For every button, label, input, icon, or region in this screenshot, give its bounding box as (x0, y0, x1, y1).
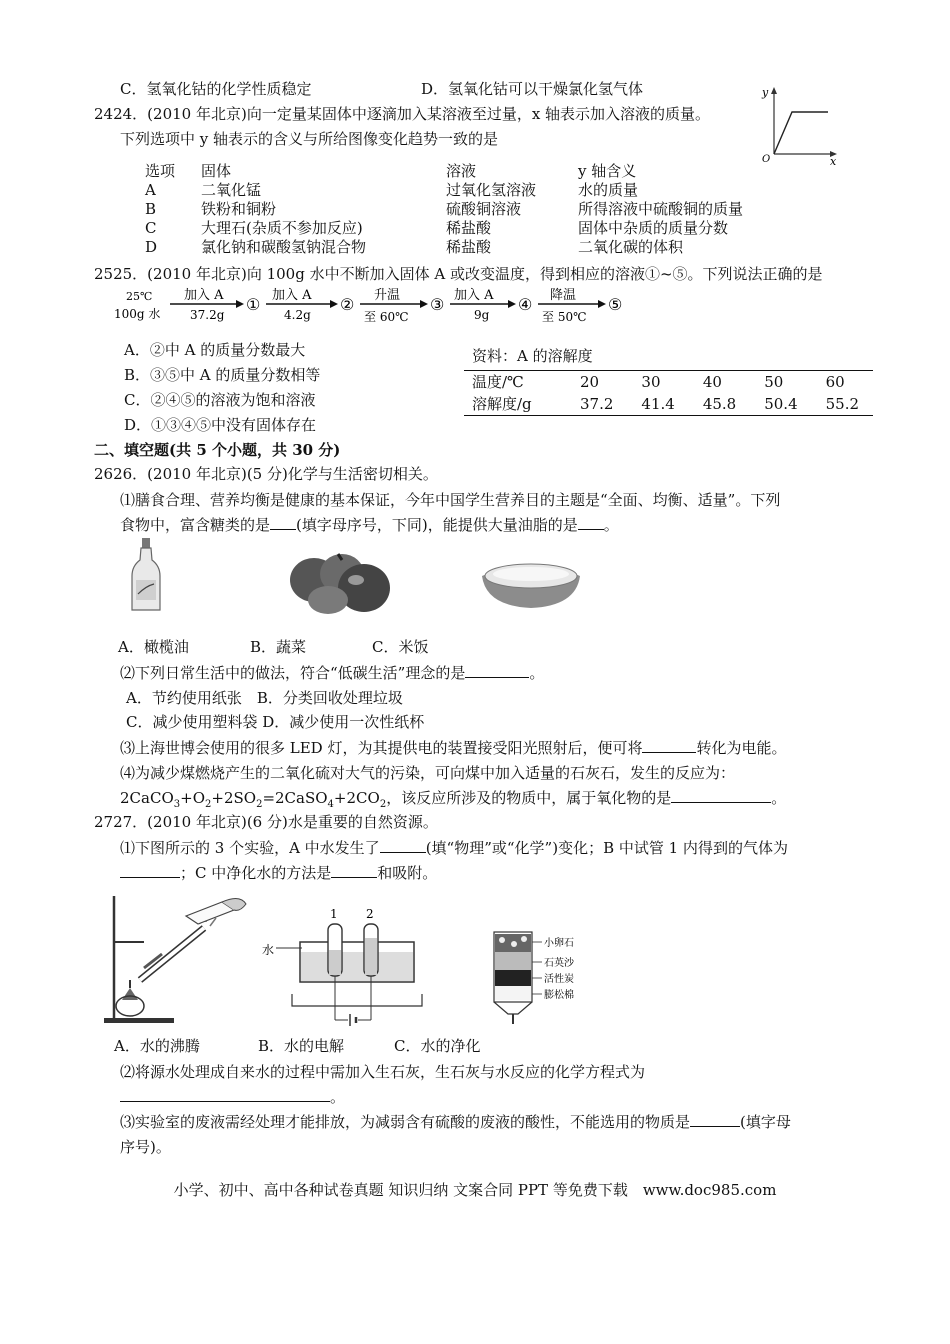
solubility-caption: 资料：A 的溶解度 (472, 347, 593, 365)
flow-arrow-1 (170, 287, 260, 322)
solubility-label: 溶解度/g (472, 395, 532, 413)
food-label-b: B．蔬菜 (250, 638, 307, 656)
q25-option-a: A．②中 A 的质量分数最大 (124, 341, 306, 359)
flow-step-top: 加入 A (454, 288, 494, 303)
answer-blank (270, 515, 296, 530)
water-filter-apparatus-image (490, 902, 600, 1026)
table-cell: 50.4 (764, 395, 798, 413)
flow-result: ③ (430, 295, 445, 314)
table-cell: C (145, 219, 157, 237)
electrolysis-apparatus-image (262, 902, 432, 1026)
food-label-c: C．米饭 (372, 638, 429, 656)
table-cell: 固体中杂质的质量分数 (578, 219, 729, 237)
flow-step-top: 加入 A (184, 288, 224, 303)
table-cell: 大理石(杂质不参加反应) (201, 219, 363, 237)
answer-blank (120, 863, 180, 878)
table-header-cell: y 轴含义 (578, 162, 637, 180)
table-cell: 41.4 (641, 395, 675, 413)
flow-step-bottom: 至 50℃ (542, 310, 587, 324)
section-heading: 二、填空题(共 5 个小题，共 30 分) (94, 441, 341, 459)
flow-arrow-2 (266, 287, 354, 322)
table-cell: 硫酸铜溶液 (446, 200, 522, 218)
answer-blank (578, 515, 604, 530)
table-cell: 45.8 (702, 395, 737, 413)
q26-stem: 2626．(2010 年北京)(5 分)化学与生活密切相关。 (94, 465, 438, 483)
q25-stem: 2525．(2010 年北京)向 100g 水中不断加入固体 A 或改变温度，得到相应的溶液①~⑤。下列说法正确的是 (94, 265, 823, 283)
q25-process-flow (112, 284, 632, 326)
flow-step-bottom: 37.2g (190, 308, 225, 322)
table-row (464, 371, 873, 393)
table-row (145, 181, 743, 200)
graph-origin-label: O (762, 154, 771, 165)
filter-layer-label: 活性炭 (544, 974, 574, 985)
q24-stem-line1: 2424．(2010 年北京)向一定量某固体中逐滴加入某溶液至过量，x 轴表示加入溶液的质量。 (94, 105, 711, 123)
answer-blank (380, 838, 426, 853)
filter-layer-label: 小卵石 (544, 938, 574, 949)
graph-x-label: x (830, 155, 837, 166)
flow-step-bottom: 至 60℃ (364, 310, 409, 324)
tube2-label: 2 (366, 907, 374, 921)
flow-arrow-5 (538, 288, 622, 324)
flow-step-top: 升温 (374, 288, 401, 303)
table-cell: 二氧化碳的体积 (578, 238, 684, 256)
flow-arrow-3 (360, 288, 444, 324)
q24-trend-graph (758, 84, 840, 166)
table-header-cell: 溶液 (446, 162, 477, 180)
experiment-label-a: A．水的沸腾 (114, 1037, 200, 1055)
flow-arrow-4 (450, 287, 532, 322)
table-cell: 60 (825, 373, 845, 391)
table-cell: 铁粉和铜粉 (201, 200, 277, 218)
flow-result: ① (246, 295, 261, 314)
q27-stem: 2727．(2010 年北京)(6 分)水是重要的自然资源。 (94, 813, 438, 831)
flow-start-temp: 25℃ (126, 290, 153, 303)
prev-option-d: D．氢氧化钴可以干燥氯化氢气体 (421, 80, 644, 98)
table-cell: 过氧化氢溶液 (446, 181, 537, 199)
q26-p1-line1: ⑴膳食合理、营养均衡是健康的基本保证，今年中国学生营养目的主题是“全面、均衡、适量”。下列 (120, 491, 781, 509)
table-cell: 稀盐酸 (446, 238, 492, 256)
page-footer: 小学、初中、高中各种试卷真题 知识归纳 文案合同 PPT 等免费下载 www.doc985.com (173, 1181, 777, 1199)
q25-option-b: B．③⑤中 A 的质量分数相等 (124, 366, 321, 384)
table-header-cell: 选项 (145, 162, 176, 180)
experiment-label-c: C．水的净化 (394, 1037, 481, 1055)
table-cell: 30 (641, 373, 661, 391)
q27-p2-line1: ⑵将源水处理成自来水的过程中需加入生石灰，生石灰与水反应的化学方程式为 (120, 1063, 646, 1081)
filter-layer-label: 膨松棉 (544, 990, 574, 1001)
q24-stem-line2: 下列选项中 y 轴表示的含义与所给图像变化趋势一致的是 (120, 130, 499, 148)
experiment-label-b: B．水的电解 (258, 1037, 345, 1055)
q25-option-c: C．②④⑤的溶液为饱和溶液 (124, 391, 316, 409)
flow-step-bottom: 9g (474, 308, 490, 322)
answer-blank (120, 1087, 330, 1102)
filter-layer-label: 石英沙 (544, 958, 574, 969)
table-cell: 37.2 (580, 395, 614, 413)
flow-start-water: 100g 水 (114, 307, 161, 321)
table-cell: 20 (580, 373, 600, 391)
vegetables-image (284, 550, 396, 616)
q24-options-table (145, 162, 743, 257)
q26-p4-line2: $2CaCO_3+O_2+2SO_2=2CaSO_4+2CO_2$，该反应所涉及的物质中，属于氧化物的是 。 (120, 789, 787, 810)
flow-step-top: 降温 (550, 288, 577, 303)
q27-p1-line1: ⑴下图所示的 3 个实验，A 中水发生了 (填“物理”或“化学”)变化；B 中试管 1 内得到的气体为 (120, 839, 788, 857)
table-cell: 50 (764, 373, 784, 391)
flow-step-top: 加入 A (272, 288, 312, 303)
olive-oil-bottle-image (128, 536, 164, 614)
tube1-label: 1 (330, 907, 338, 921)
food-label-a: A．橄榄油 (118, 638, 189, 656)
answer-blank (331, 863, 377, 878)
q26-p2-options-2: C．减少使用塑料袋 D．减少使用一次性纸杯 (126, 713, 425, 731)
table-row (464, 393, 873, 415)
q26-p4-line1: ⑷为减少煤燃烧产生的二氧化硫对大气的污染，可向煤中加入适量的石灰石，发生的反应为： (120, 764, 736, 782)
table-cell: A (145, 181, 156, 199)
boiling-water-apparatus-image (100, 888, 250, 1026)
water-label: 水 (262, 943, 275, 957)
answer-blank (690, 1112, 740, 1127)
table-cell: 40 (702, 373, 722, 391)
graph-y-label: y (762, 86, 769, 99)
table-cell: 所得溶液中硫酸铜的质量 (578, 200, 744, 218)
table-cell: 55.2 (825, 395, 860, 413)
flow-result: ⑤ (608, 295, 623, 314)
q25-option-d: D．①③④⑤中没有固体存在 (124, 416, 317, 434)
q27-p1-line2: ；C 中净化水的方法是 和吸附。 (120, 863, 437, 883)
table-row (145, 200, 743, 219)
q26-p1-line2: 食物中，富含糖类的是 (填字母序号，下同)，能提供大量油脂的是 。 (120, 516, 619, 534)
table-cell: 氯化钠和碳酸氢钠混合物 (201, 238, 367, 256)
answer-blank (642, 738, 696, 753)
table-header-row (145, 162, 743, 181)
q27-p2-line2: 。 (120, 1087, 345, 1107)
solubility-table (464, 370, 873, 416)
table-row (145, 219, 743, 238)
q27-p3-line2: 序号)。 (120, 1138, 171, 1156)
reaction-equation: $2CaCO_3+O_2+2SO_2=2CaSO_4+2CO_2$ (120, 789, 387, 810)
q27-p3-line1: ⑶实验室的废液需经处理才能排放，为减弱含有硫酸的废液的酸性，不能选用的物质是 (填字母 (120, 1113, 791, 1131)
flow-result: ② (340, 295, 355, 314)
flow-result: ④ (518, 295, 533, 314)
table-cell: 水的质量 (578, 181, 639, 199)
table-cell: 二氧化锰 (201, 181, 262, 199)
table-row (145, 238, 743, 257)
answer-blank (465, 663, 529, 678)
temp-label: 温度/℃ (472, 373, 524, 391)
prev-option-c: C．氢氧化钴的化学性质稳定 (120, 80, 312, 98)
table-cell: D (145, 238, 158, 256)
rice-bowl-image (476, 554, 586, 612)
q26-p2: ⑵下列日常生活中的做法，符合“低碳生活”理念的是 。 (120, 664, 545, 682)
flow-step-bottom: 4.2g (284, 308, 311, 322)
table-cell: B (145, 200, 157, 218)
q26-p3: ⑶上海世博会使用的很多 LED 灯，为其提供电的装置接受阳光照射后，便可将 转化为电能。 (120, 739, 787, 757)
answer-blank (671, 788, 771, 803)
q26-p2-options-1: A．节约使用纸张 B．分类回收处理垃圾 (126, 689, 403, 707)
table-header-cell: 固体 (201, 162, 232, 180)
table-cell: 稀盐酸 (446, 219, 492, 237)
